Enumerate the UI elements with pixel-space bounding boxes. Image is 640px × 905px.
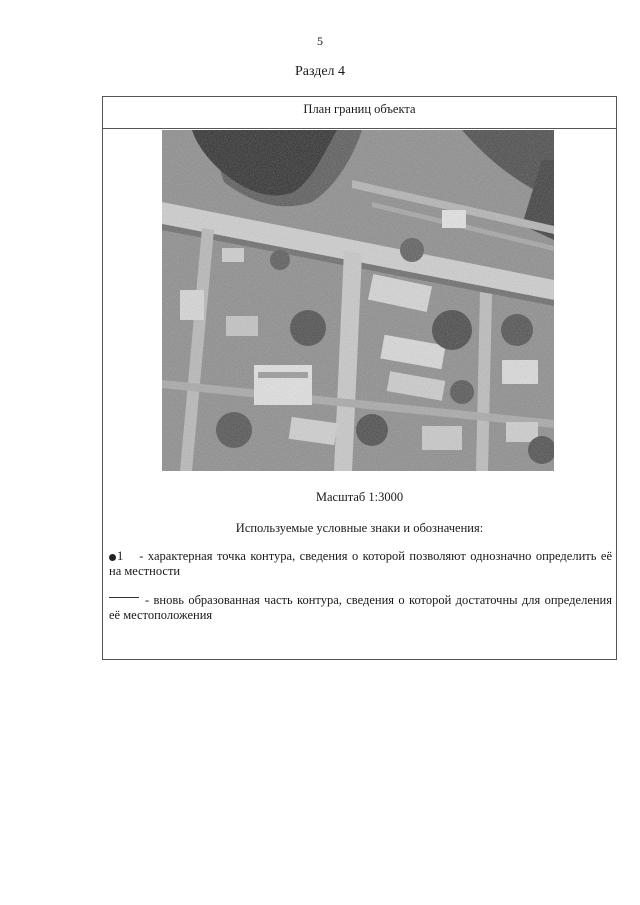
page-number: 5	[317, 34, 323, 48]
point-number: 1	[117, 549, 124, 563]
frame-header: План границ объекта	[103, 97, 616, 129]
map-scale: Масштаб 1:3000	[315, 490, 404, 504]
line-description: - вновь образованная часть контура, сведения о которой достаточны для определения её местоположения	[109, 593, 612, 622]
legend-title: Используемые условные знаки и обозначения:	[235, 521, 484, 535]
aerial-photo	[162, 130, 554, 471]
legend-point-row	[109, 549, 612, 579]
photo-grain	[162, 130, 554, 471]
point-marker-icon	[109, 554, 116, 561]
contour-line-icon	[109, 597, 139, 598]
point-description: - характерная точка контура, сведения о которой позволяют однозначно определить её на местности	[109, 549, 612, 578]
section-title: Раздел 4	[294, 64, 346, 79]
legend-line-row	[109, 593, 612, 623]
boundary-plan-frame	[102, 96, 617, 660]
